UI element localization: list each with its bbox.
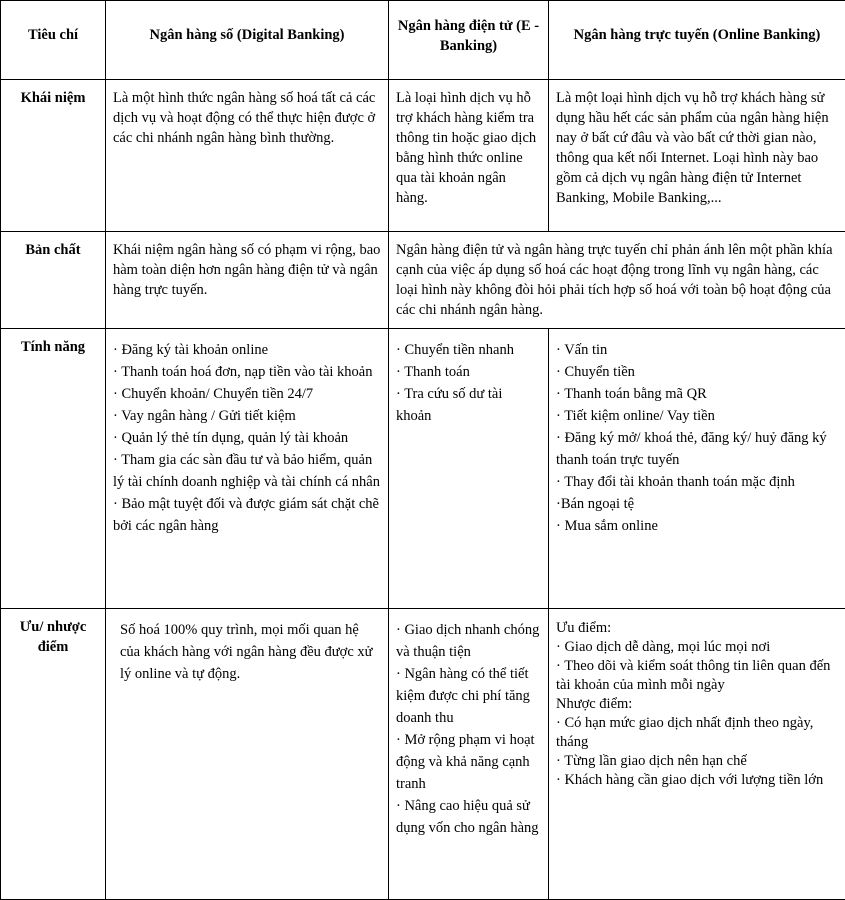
- header-online-banking: Ngân hàng trực tuyến (Online Banking): [549, 1, 845, 80]
- row-label-nature: Bản chất: [1, 232, 106, 329]
- list-item: · Tham gia các sàn đầu tư và bảo hiểm, quản lý tài chính doanh nghiệp và tài chính cá nhân: [113, 452, 380, 490]
- list-item: · Giao dịch dễ dàng, mọi lúc mọi nơi: [556, 639, 771, 655]
- cell-nature-merged: Ngân hàng điện tử và ngân hàng trực tuyến chỉ phản ánh lên một phần khía cạnh của việc áp dụng số hoá các hoạt động trong lĩnh vụ ngân hàng, các loại hình này không đòi hỏi phải tích hợp số hoá với toàn bộ hoạt động của các chi nhánh ngân hàng.: [389, 232, 845, 329]
- list-item: · Vấn tin: [556, 342, 608, 358]
- list-item: · Giao dịch nhanh chóng và thuận tiện: [396, 622, 540, 660]
- header-criteria: Tiêu chí: [1, 1, 106, 80]
- list-item: · Chuyển khoản/ Chuyển tiền 24/7: [113, 386, 314, 402]
- list-item: · Nâng cao hiệu quả sử dụng vốn cho ngân hàng: [396, 798, 539, 836]
- cell-proscons-online: [549, 609, 845, 900]
- cons-heading: Nhược điểm:: [556, 696, 633, 712]
- list-item: · Mua sắm online: [556, 518, 658, 534]
- row-label-concept: Khái niệm: [1, 80, 106, 232]
- list-item: · Đăng ký tài khoản online: [113, 342, 269, 358]
- list-item: · Tiết kiệm online/ Vay tiền: [556, 408, 715, 424]
- cell-features-digital: [106, 329, 389, 609]
- list-item: · Thanh toán: [396, 364, 470, 380]
- list-item: · Khách hàng cần giao dịch với lượng tiền lớn: [556, 772, 824, 788]
- list-item: · Thay đổi tài khoản thanh toán mặc định: [556, 474, 795, 490]
- cell-concept-ebanking: Là loại hình dịch vụ hỗ trợ khách hàng kiểm tra thông tin hoặc giao dịch bằng hình thức online qua tài khoản ngân hàng.: [389, 80, 549, 232]
- list-item: · Mở rộng phạm vi hoạt động và khả năng cạnh tranh: [396, 732, 535, 792]
- list-item: · Thanh toán hoá đơn, nạp tiền vào tài khoản: [113, 364, 373, 380]
- cell-nature-digital: Khái niệm ngân hàng số có phạm vi rộng, bao hàm toàn diện hơn ngân hàng điện tử và ngân hàng trực tuyến.: [106, 232, 389, 329]
- row-concept: [1, 80, 845, 232]
- cell-concept-online: Là một loại hình dịch vụ hỗ trợ khách hàng sử dụng hầu hết các sản phẩm của ngân hàng hiện nay ở bất cứ đâu và vào bất cứ thời gian nào, thông qua kết nối Internet. Loại hình này bao gồm cả dịch vụ ngân hàng điện tử Internet Banking, Mobile Banking,...: [549, 80, 845, 232]
- row-features: [1, 329, 845, 609]
- cell-concept-digital: Là một hình thức ngân hàng số hoá tất cả các dịch vụ và hoạt động có thể thực hiện được ở các chi nhánh ngân hàng bình thường.: [106, 80, 389, 232]
- list-item: · Ngân hàng có thể tiết kiệm được chi phí tăng doanh thu: [396, 666, 530, 726]
- list-item: · Có hạn mức giao dịch nhất định theo ngày, tháng: [556, 715, 814, 750]
- row-nature: [1, 232, 845, 329]
- row-label-proscons: Ưu/ nhược điểm: [1, 609, 106, 900]
- header-digital-banking: Ngân hàng số (Digital Banking): [106, 1, 389, 80]
- list-item: · Từng lần giao dịch nên hạn chế: [556, 753, 747, 769]
- cell-features-ebanking: [389, 329, 549, 609]
- list-item: · Quản lý thẻ tín dụng, quản lý tài khoản: [113, 430, 349, 446]
- list-item: · Bảo mật tuyệt đối và được giám sát chặt chẽ bởi các ngân hàng: [113, 496, 379, 534]
- cell-features-online: [549, 329, 845, 609]
- list-item: · Đăng ký mở/ khoá thẻ, đăng ký/ huỷ đăng ký thanh toán trực tuyến: [556, 430, 827, 468]
- list-item: · Tra cứu số dư tài khoản: [396, 386, 503, 424]
- list-item: ·Bán ngoại tệ: [556, 496, 635, 512]
- list-item: · Chuyển tiền nhanh: [396, 342, 514, 358]
- cell-proscons-digital: Số hoá 100% quy trình, mọi mối quan hệ của khách hàng với ngân hàng đều được xử lý online và tự động.: [106, 609, 389, 900]
- header-row: [1, 1, 845, 80]
- list-item: · Vay ngân hàng / Gửi tiết kiệm: [113, 408, 296, 424]
- list-item: · Chuyển tiền: [556, 364, 635, 380]
- list-item: · Thanh toán bằng mã QR: [556, 386, 707, 402]
- row-label-features: Tính năng: [1, 329, 106, 609]
- list-item: · Theo dõi và kiểm soát thông tin liên quan đến tài khoản của mình mỗi ngày: [556, 658, 831, 693]
- pros-heading: Ưu điểm:: [556, 620, 612, 636]
- cell-proscons-ebanking: [389, 609, 549, 900]
- header-e-banking: Ngân hàng điện tử (E - Banking): [389, 1, 549, 80]
- row-proscons: [1, 609, 845, 900]
